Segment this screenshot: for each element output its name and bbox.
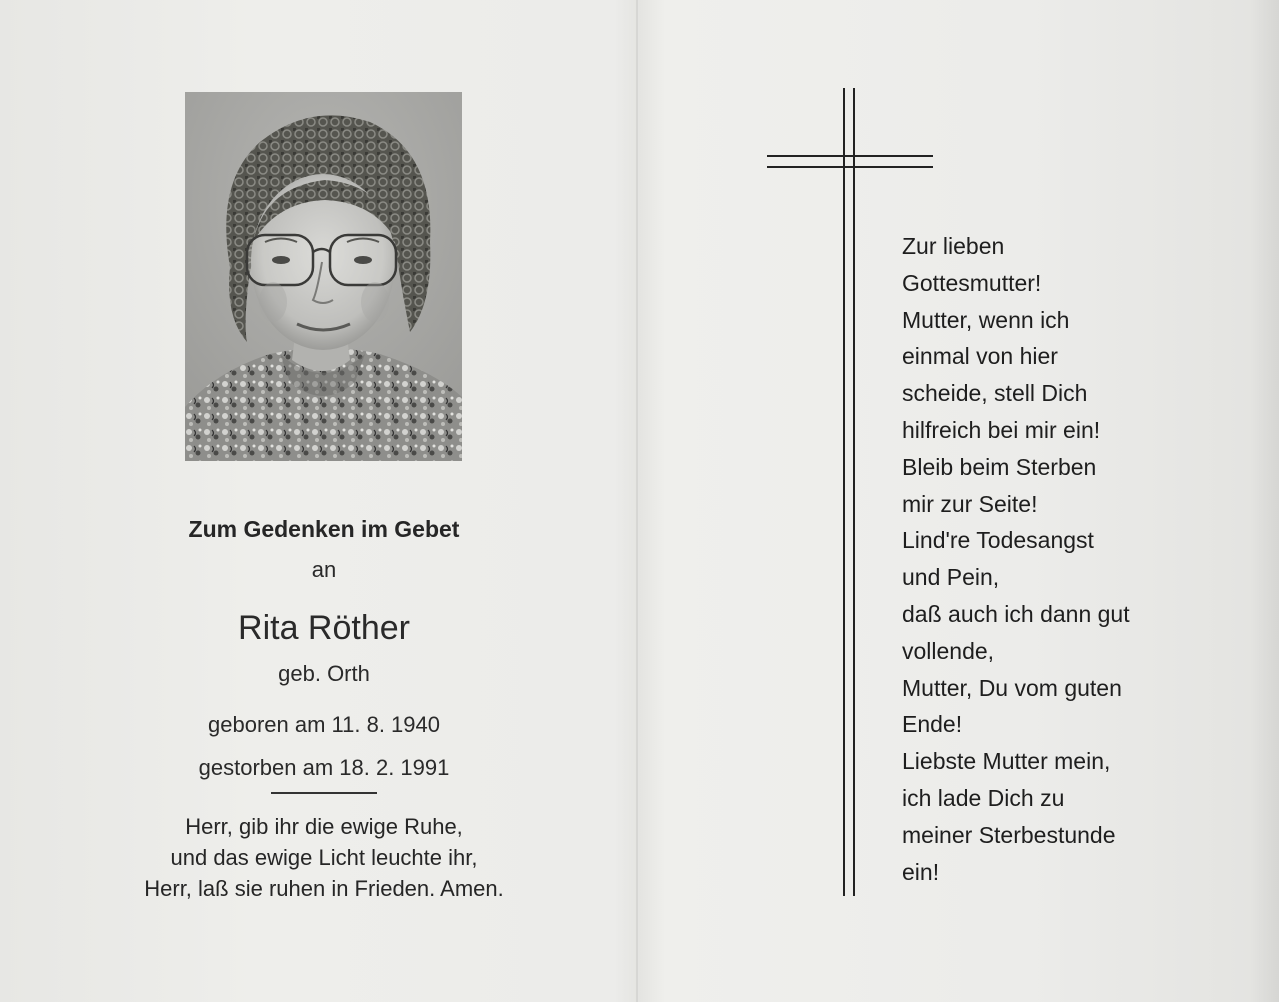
- memorial-heading: Zum Gedenken im Gebet: [188, 516, 460, 542]
- poem-line: Gottesmutter!: [902, 269, 1042, 296]
- poem-line: ein!: [902, 858, 940, 885]
- poem-line: Liebste Mutter mein,: [902, 748, 1111, 775]
- poem-line: scheide, stell Dich: [902, 380, 1088, 407]
- card-edge-shadow: [1249, 0, 1279, 1002]
- poem-line: ich lade Dich zu: [902, 784, 1065, 811]
- poem-line: Ende!: [902, 711, 963, 738]
- poem-line: meiner Sterbestunde: [902, 821, 1116, 848]
- birth-date: geboren am 11. 8. 1940: [208, 712, 440, 737]
- poem-line: Bleib beim Sterben: [902, 453, 1097, 480]
- death-date: gestorben am 18. 2. 1991: [198, 755, 450, 780]
- poem-line: Zur lieben: [902, 233, 1005, 259]
- maiden-name: geb. Orth: [278, 661, 370, 686]
- prayer-line: Herr, gib ihr die ewige Ruhe,: [185, 814, 463, 839]
- divider-line: [271, 792, 377, 794]
- poem-line: Mutter, wenn ich: [902, 306, 1070, 333]
- poem-line: und Pein,: [902, 564, 1000, 591]
- poem-line: Lind're Todesangst: [902, 527, 1094, 554]
- prayer-line: Herr, laß sie ruhen in Frieden. Amen.: [144, 876, 504, 901]
- portrait-photo: [185, 92, 462, 461]
- poem-line: vollende,: [902, 637, 995, 664]
- deceased-name: Rita Röther: [238, 609, 410, 647]
- poem: [902, 228, 1130, 890]
- poem-line: mir zur Seite!: [902, 490, 1038, 517]
- card-fold: [636, 0, 638, 1002]
- show-through-text: [880, 112, 887, 143]
- poem-line: Mutter, Du vom guten: [902, 674, 1122, 701]
- poem-line: daß auch ich dann gut: [902, 600, 1130, 627]
- prayer-text: [60, 811, 588, 904]
- poem-line: einmal von hier: [902, 343, 1058, 370]
- memorial-an: an: [311, 557, 337, 582]
- prayer-line: und das ewige Licht leuchte ihr,: [170, 845, 478, 870]
- poem-line: hilfreich bei mir ein!: [902, 416, 1101, 443]
